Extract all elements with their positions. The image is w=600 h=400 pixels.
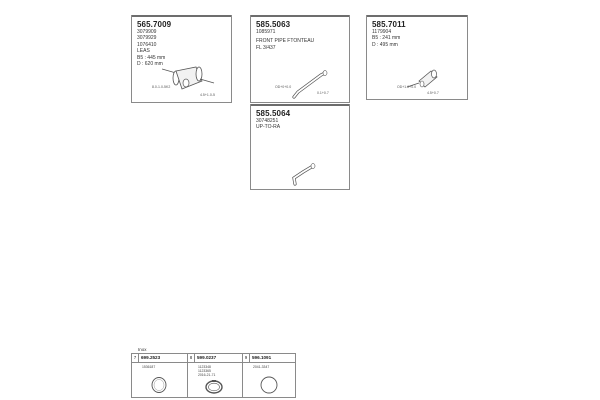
dimension-label: 8.0-1.0-5K2 [152, 85, 171, 89]
part-number: 565.7009 [137, 20, 172, 29]
spec-line: FRONT PIPE FTONTEAU [256, 38, 315, 45]
spec-line: FL 3/437 [256, 44, 276, 51]
accessories-table [131, 353, 296, 398]
card-top-bar [251, 104, 349, 106]
part-number: 585.5064 [256, 109, 291, 118]
spec-line: B5 : 445 mm [137, 54, 166, 61]
spec-line: 1179904 [372, 29, 392, 35]
dimension-label: 4.5+1.0-5 [200, 93, 215, 97]
spec-line: 3079929 [137, 35, 157, 42]
spec-line: LEAS [137, 48, 150, 55]
clamp-drawing [204, 379, 224, 395]
spec-line: 1085971 [256, 29, 276, 35]
front-pipe-drawing [291, 70, 331, 100]
part-number: 599.0237 [197, 355, 217, 360]
part-card-1 [131, 15, 232, 103]
accessory-header [188, 354, 242, 363]
ring-drawing [259, 376, 279, 394]
accessory-value: 2016-21-71 [198, 373, 216, 377]
part-number: 585.5063 [256, 20, 291, 29]
dimension-label: OD+0+0.0 [275, 85, 292, 89]
accessory-header [132, 354, 187, 363]
accessory-value: 2041-3347 [253, 365, 270, 369]
accessory-cell-7 [132, 354, 187, 397]
gasket-drawing [150, 376, 168, 394]
accessory-index: 9 [243, 354, 250, 362]
accessory-value: 1123348 [198, 365, 211, 369]
part-number: 585.7011 [372, 20, 406, 29]
spec-line: UP-TO-RA [256, 124, 281, 131]
spec-line: D : 495 mm [372, 41, 398, 48]
card-top-bar [132, 15, 231, 17]
accessory-value: 1536187 [142, 365, 156, 369]
card-top-bar [367, 15, 467, 17]
part-number: 699.2523 [141, 355, 161, 360]
part-card-3 [366, 15, 468, 100]
dimension-label: 0.1+0.7 [317, 91, 329, 95]
dimension-label: 4.5+0.7 [427, 91, 439, 95]
part-card-2 [250, 15, 350, 103]
part-number: 596.1091 [252, 355, 272, 360]
rear-silencer-drawing [405, 67, 445, 93]
muffler-drawing [162, 61, 232, 101]
spec-line: D : 620 mm [137, 61, 163, 68]
accessory-index: 8 [188, 354, 195, 362]
part-card-4 [250, 104, 350, 190]
spec-line: 30748251 [256, 118, 279, 124]
accessory-value: 1123365 [198, 369, 211, 373]
accessory-header [243, 354, 296, 363]
accessory-cell-9 [243, 354, 296, 397]
accessory-cell-8 [188, 354, 242, 397]
card-top-bar [251, 15, 349, 17]
dimension-label: OD+1.0+0.0 [397, 85, 417, 89]
accessory-index: 7 [132, 354, 139, 362]
spec-line: B5 : 241 mm [372, 35, 401, 42]
spec-line: 1076410 [137, 41, 157, 48]
tail-pipe-drawing [291, 162, 319, 188]
spec-line: 3079909 [137, 29, 157, 35]
accessories-title: Inox [138, 347, 147, 352]
